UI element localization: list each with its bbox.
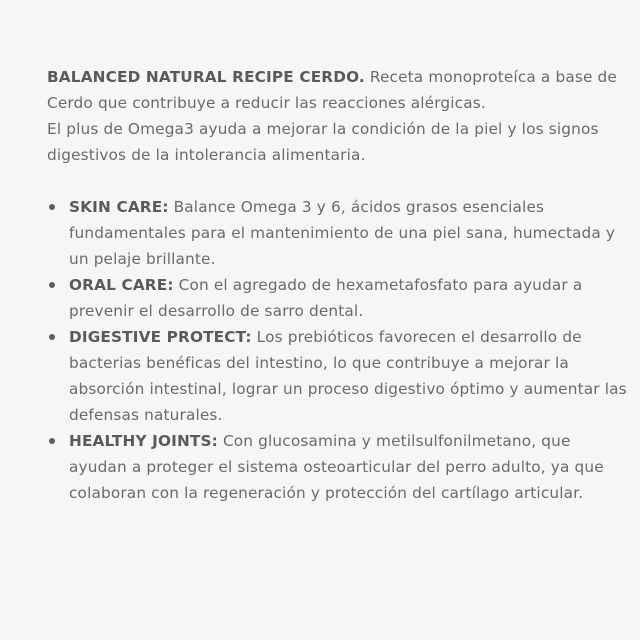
bullet-icon bbox=[49, 334, 55, 340]
benefit-text: Balance Omega 3 y 6, ácidos grasos esenciales fundamentales para el mantenimiento de una piel sana, humectada y un pelaje brillante. bbox=[69, 198, 616, 268]
benefit-title: DIGESTIVE PROTECT: bbox=[69, 328, 252, 346]
bullet-icon bbox=[49, 204, 55, 210]
intro-section bbox=[47, 64, 627, 168]
benefit-skin-care bbox=[47, 194, 627, 272]
omega-paragraph: El plus de Omega3 ayuda a mejorar la condición de la piel y los signos digestivos de la intolerancia alimentaria. bbox=[47, 120, 599, 164]
benefit-text: Con glucosamina y metilsulfonilmetano, que ayudan a proteger el sistema osteoarticular del perro adulto, ya que colaboran con la regeneración y protección del cartílago articular. bbox=[69, 432, 604, 502]
intro-text: Receta monoproteíca a base de Cerdo que contribuye a reducir las reacciones alérgicas. bbox=[47, 68, 617, 112]
product-description bbox=[47, 64, 627, 506]
intro-paragraph bbox=[47, 64, 627, 116]
benefit-title: SKIN CARE: bbox=[69, 198, 169, 216]
benefit-text: Con el agregado de hexametafosfato para ayudar a prevenir el desarrollo de sarro dental. bbox=[69, 276, 583, 320]
benefit-digestive-protect bbox=[47, 324, 627, 428]
product-heading: BALANCED NATURAL RECIPE CERDO. bbox=[47, 68, 365, 86]
bullet-icon bbox=[49, 282, 55, 288]
benefit-text: Los prebióticos favorecen el desarrollo de bacterias benéficas del intestino, lo que contribuye a mejorar la absorción intestinal, lograr un proceso digestivo óptimo y aumentar las defensas naturales. bbox=[69, 328, 627, 424]
benefit-title: ORAL CARE: bbox=[69, 276, 174, 294]
benefit-healthy-joints bbox=[47, 428, 627, 506]
bullet-icon bbox=[49, 438, 55, 444]
benefit-oral-care bbox=[47, 272, 627, 324]
benefits-list bbox=[47, 194, 627, 506]
benefit-title: HEALTHY JOINTS: bbox=[69, 432, 218, 450]
